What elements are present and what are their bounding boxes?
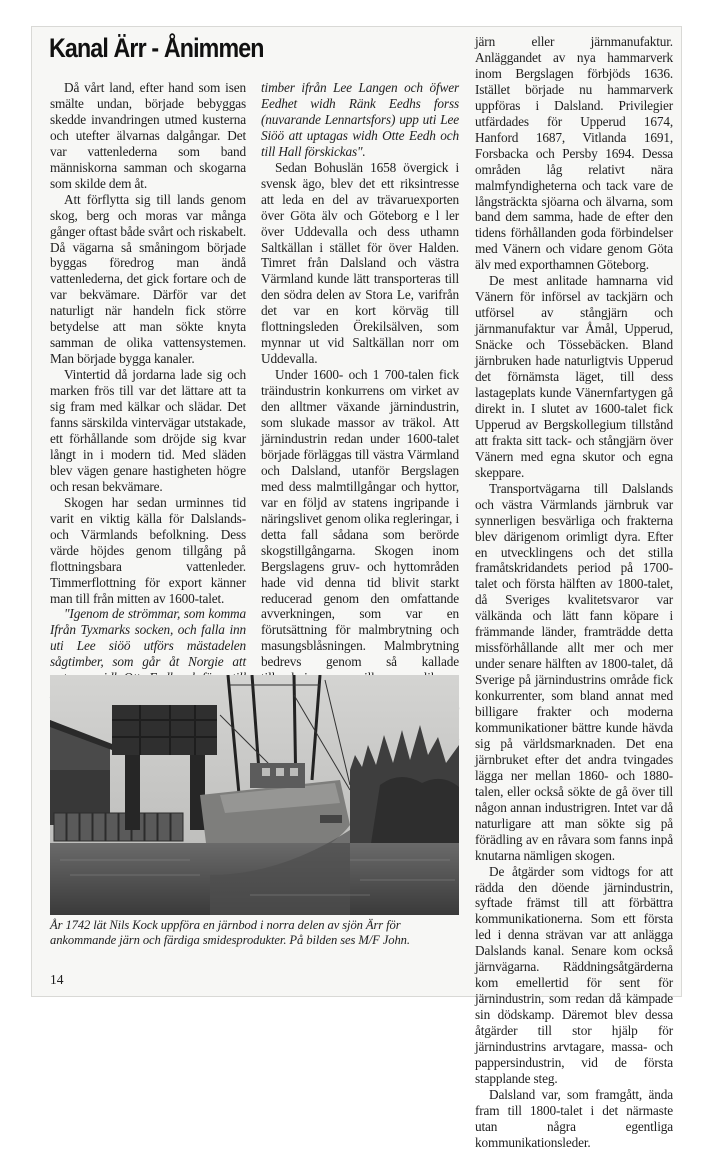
- paragraph: Dalsland var, som framgått, ända fram till 1800-talet i det närmaste utan några egentliga kommunikationsleder.: [475, 1086, 673, 1150]
- paragraph: De mest anlitade hamnarna vid Vänern för införsel av tackjärn och utförsel av stångjärn och järnmanufaktur var Åmål, Upperud, Snäcke och Tössebäcken. Bland järnbruken hade naturligtvis Upperud det förnämsta läget, till dess lastageplats kunde Vänernfartygen gå direkt in. I slutet av 1600-talet fick Upperud av Bergskollegium tillstånd att frakta sitt tack- och stångjärn över Vänern med egna skutor och egna skeppare.: [475, 273, 673, 480]
- historical-quote-continued: timber ifrån Lee Langen och öfwer Eedhet widh Ränk Eedhs forss (nuvarande Lennartsfors) upp uti Lee Siöö att uptagas widh Otte Eedh och till Hall förskickas".: [261, 80, 459, 159]
- paragraph-continued: järn eller järnmanufaktur. Anläggandet av nya hammarverk inom Bergslagen förbjöds 1636. Istället började nu hammarverk uppföras i Dalsland. Privilegier utfärdades för Upperud 1674, Hanford 1687, Vitlanda 1691, Forsbacka och Persby 1694. Dessa områden låg relativt nära malmfyndigheterna och tack vare de långsträckta sjöarna och älvarna, som band dem samma, hade de efter den tidens förhållanden goda förbindelser med Vänern och vidare genom Göta älv med exporthamnen Göteborg.: [475, 34, 673, 273]
- harbor-photo: [50, 675, 459, 915]
- paragraph: Sedan Bohuslän 1658 övergick i svensk ägo, blev det ett riksintresse att leda en del av trävaruexporten över Göta älv och Göteborg e l ler över Uddevalla och dess uthamn Saltkällan i stället för över Halden. Timret från Dalsland och västra Värmland kunde lätt transporteras till den södra delen av Stora Le, varifrån det var en kort körväg till flottningsleden Örekilsälven, som mynnar ut vid Saltkällan norr om Uddevalla.: [261, 159, 459, 367]
- column-3: [475, 34, 673, 1151]
- paragraph: Då vårt land, efter hand som isen smälte undan, började bebyggas skedde invandringen utmed kusterna och utefter älvarnas dalgångar. Det var vattenlederna som band människorna samman och skogarna som skilde dem åt.: [50, 80, 246, 191]
- paragraph: Att förflytta sig till lands genom skog, berg och moras var många gånger oftast både svårt och riskabelt. Då vägarna så småningom började byggas föredrog man ändå vattenlederna, det gick fortare och de var bekvämare. Därför var det naturligt när handeln fick större betydelse att man sökte knyta samman de olika vattensystemen. Man började bygga kanaler.: [50, 191, 246, 367]
- page-number: 14: [50, 972, 64, 987]
- column-1: [50, 80, 246, 750]
- photo-caption: År 1742 lät Nils Kock uppföra en järnbod i norra delen av sjön Ärr för ankommande järn och färdiga smidesprodukter. På bilden ses M/F John.: [50, 918, 410, 947]
- paragraph: De åtgärder som vidtogs for att rädda den döende järnindustrin, syftade främst till att förbättra kommunikationerna. Som ett första led i denna strävan var att anlägga Dalslands kanal. Senare kom också järnvägarna. Räddningsåtgärderna kom emellertid för sent för järnindustrin, som redan då kämpade sin dödskamp. Däremot blev dessa åtgärder till stor hjälp för järnindustrins arvtagare, massa- och pappersindustrin, vid de första stapplande steg.: [475, 863, 673, 1086]
- paragraph: Vintertid då jordarna lade sig och marken frös till var det lättare att ta sig fram med kälkar och slädar. Det fanns särskilda vintervägar utstakade, ett förhållande som dröjde sig kvar långt in i modern tid. Med släden blev vägen genare hastigheten högre och resan bekvämare.: [50, 367, 246, 494]
- article-title: Kanal Ärr - Ånimmen: [49, 33, 264, 63]
- paragraph: Under 1600- och 1 700-talen fick träindustrin konkurrens om virket av den alltmer växande järnindustrin, som slukade massor av träkol. Att järnindustrin redan under 1600-talet började förläggas till västra Värmland och Dalsland, utanför Bergslagen med dess malmtillgångar och hyttor, var en följd av statens ingripande i näringslivet genom olika regleringar, i detta fall sådana som berörde skogstillgångarna. Skogen inom Bergslagens gruv- och hyttområden hade vid denna tid blivit starkt reducerad genom den omfattande avverkningen, som var en förutsättning för malmbrytning och masungsblåsningen. Malmbrytning bedrevs genom så kallade: [261, 367, 459, 670]
- historical-quote: "Igenom de strömmar, som komma Ifrån Tyxmarks socken, och falla inn uti Lee siöö utförs mästadelen sågtimber, som går åt Norgie att: [50, 606, 246, 670]
- column-2: [261, 80, 459, 766]
- paragraph: Skogen har sedan urminnes tid varit en viktig källa för Dalslands- och Värmlands befolkning. Dess värde höjdes genom tillgång på flottningsbara vattenleder. Timmerflottning för export känner man till från mitten av 1600-talet.: [50, 494, 246, 606]
- photo-illustration: [50, 675, 459, 915]
- paragraph: Transportvägarna till Dalslands och västra Värmlands järnbruk var synnerligen besvärliga och frakterna blev därigenom orimligt dyra. Efter en utvecklingens och det stilla framåtskridandets period på 1700-talet och första hälften av 1800-talet, då Sveriges kvalitetsvaror var välkända och lätt fann köpare i främmande länder, framträdde detta missförhållande allt mer och mer under senare hälften av 1800-talet, då Sverige på järnindustrins område fick konkurrenter, som bland annat med billigare frakter och moderna kommunikationer bättre kunde hävda sig på världsmarknaden. Det ena järnbruket efter det andra tvingades lägga ner mellan 1860- och 1880-talen, eller också sökte de gå över till någon annan industrigren. Intet var då naturligare att man sökte sig på förädling av en råvara som fanns inpå knutarna nämligen skogen.: [475, 480, 673, 863]
